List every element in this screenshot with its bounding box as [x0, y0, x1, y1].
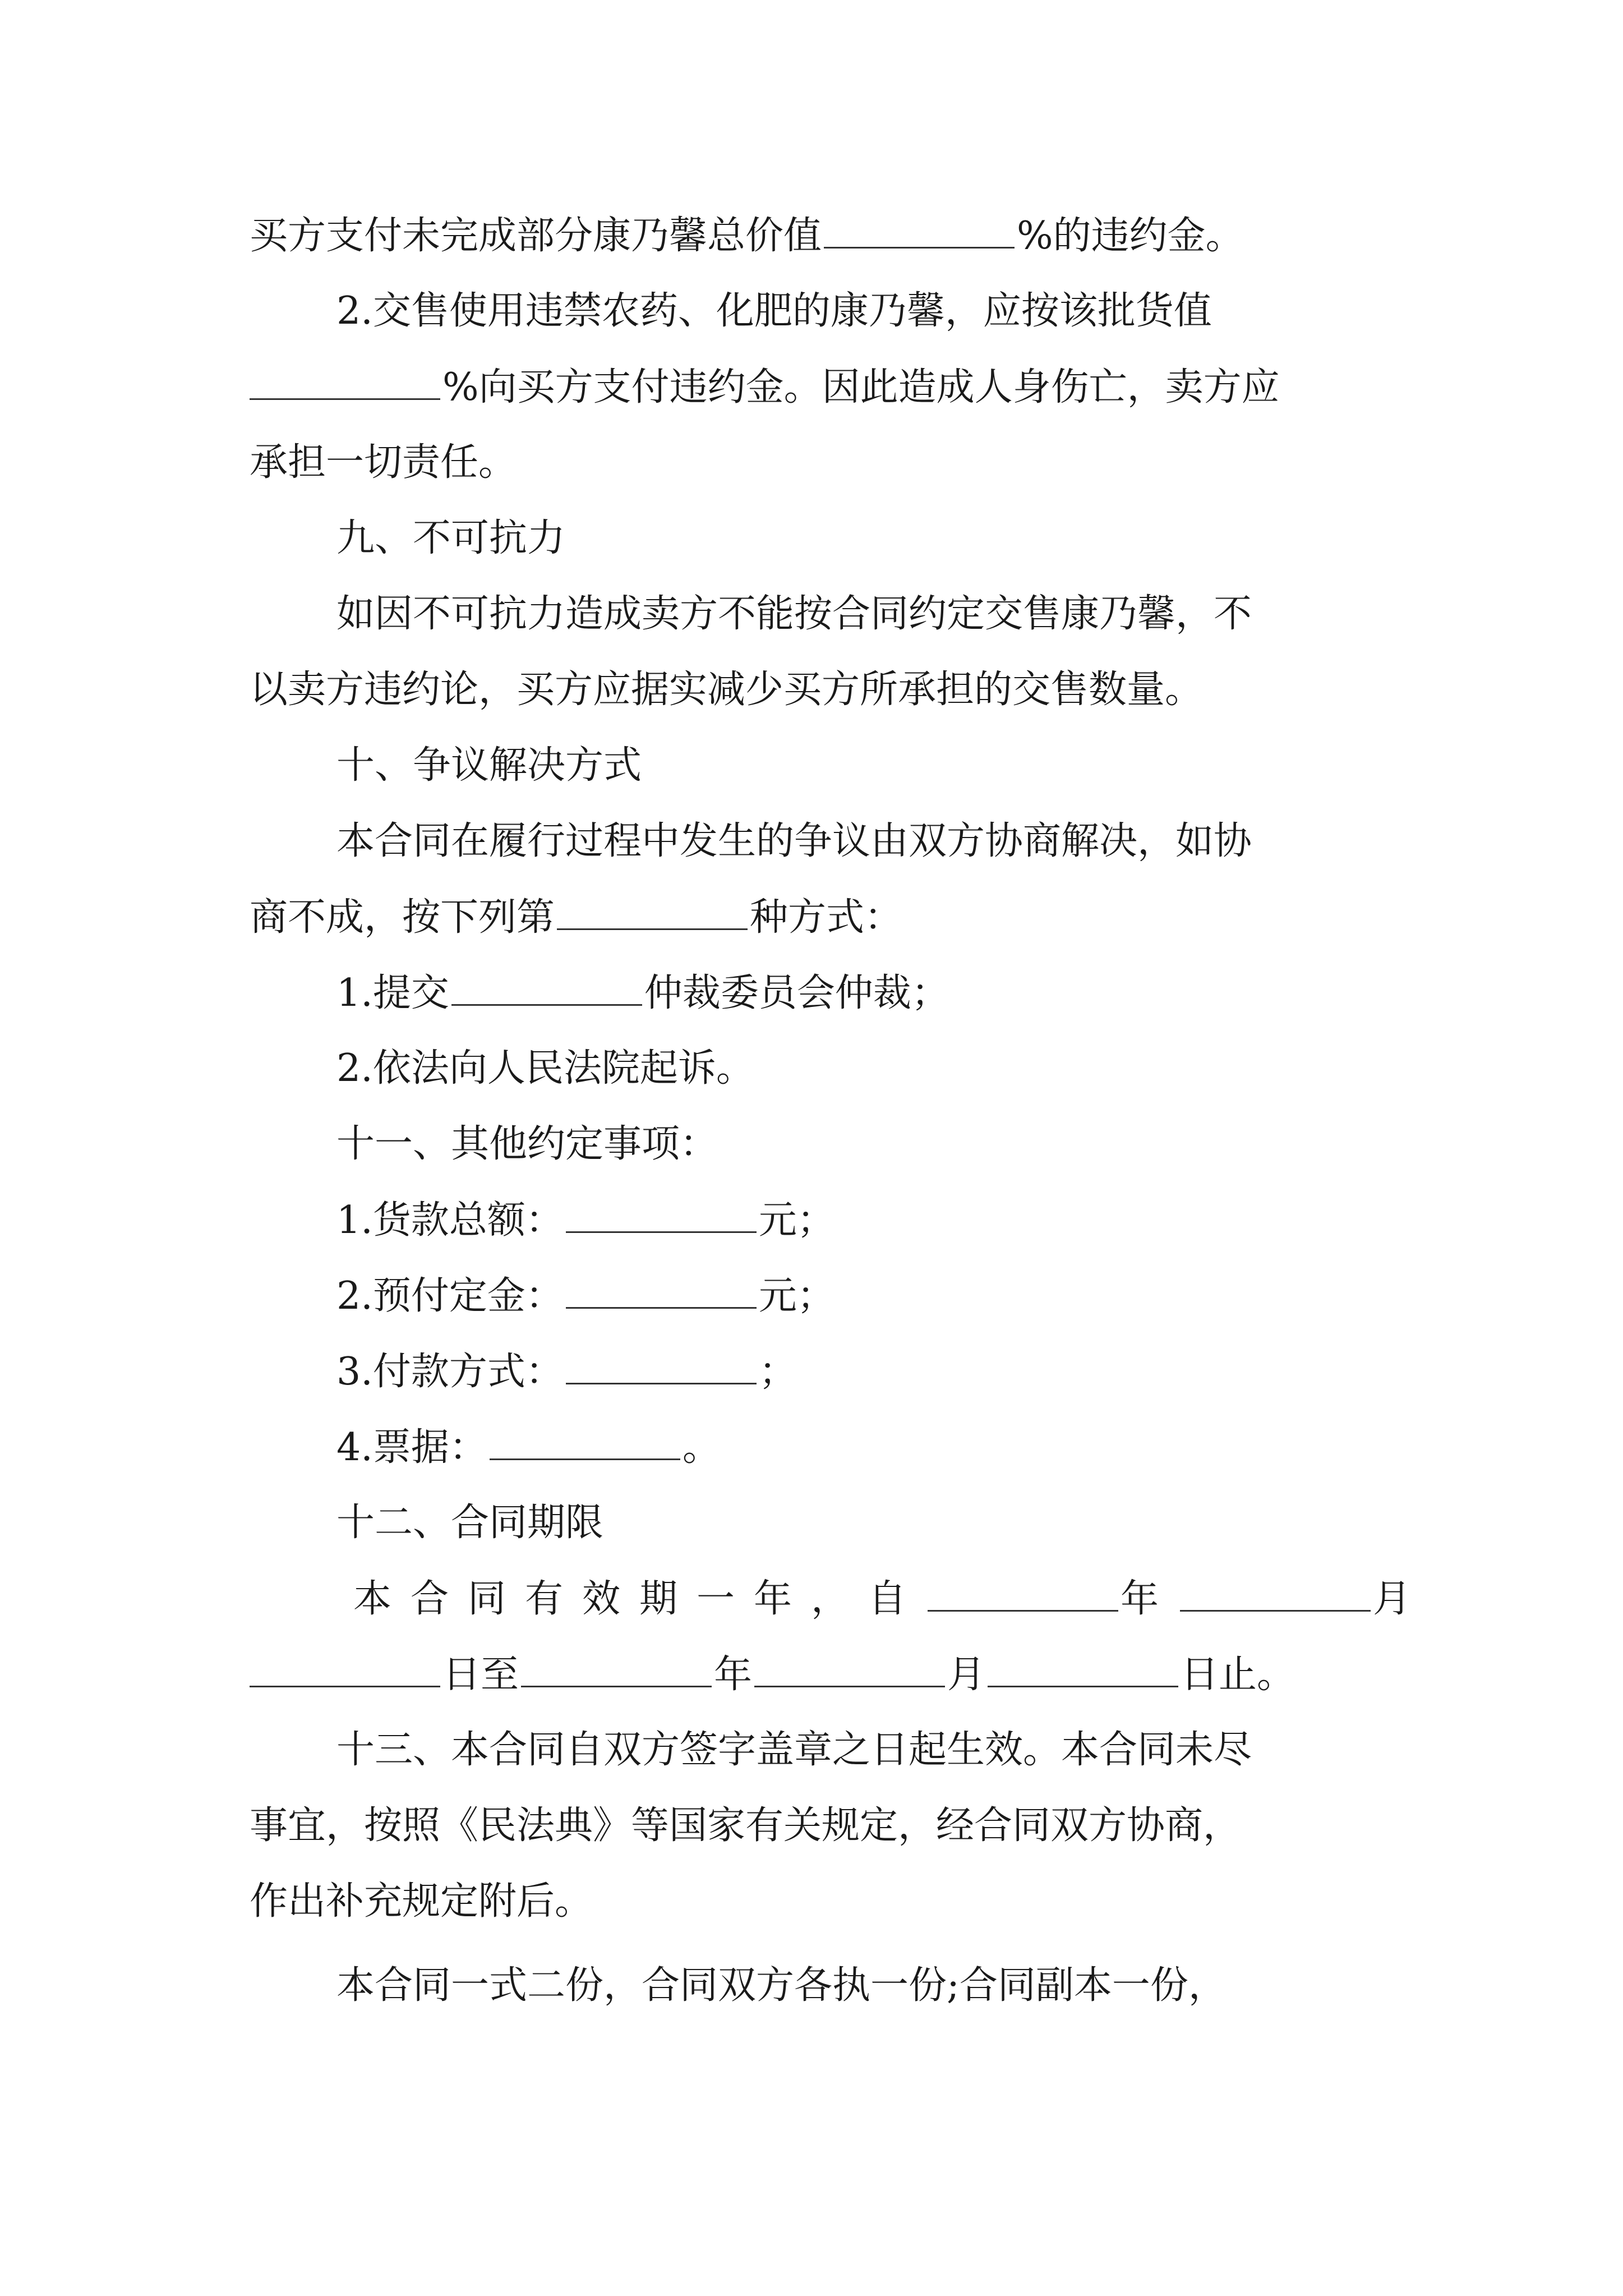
text-segment: 元；	[758, 1274, 835, 1318]
fill-in-blank[interactable]	[566, 1268, 757, 1309]
text-line	[0, 435, 1623, 491]
text-segment: 十、争议解决方式	[336, 743, 642, 788]
text-line	[0, 813, 1623, 869]
text-segment: 种方式：	[750, 895, 903, 940]
text-segment: 2.预付定金：	[336, 1274, 564, 1318]
text-segment: %向买方支付违约金。因此造成人身伤亡，卖方应	[442, 365, 1280, 409]
text-segment: 如因不可抗力造成卖方不能按合同约定交售康乃馨，不	[336, 592, 1252, 636]
text-line	[0, 1192, 1623, 1249]
text-segment: 月	[1373, 1577, 1412, 1621]
text-segment: 仲裁委员会仲裁；	[644, 971, 949, 1015]
text-segment: %的违约金。	[1017, 214, 1244, 258]
fill-in-blank[interactable]	[566, 1192, 757, 1233]
text-line	[0, 1571, 1623, 1627]
text-segment: 日至	[442, 1653, 519, 1697]
fill-in-blank[interactable]	[928, 1571, 1118, 1612]
text-segment: 1.提交	[336, 971, 449, 1015]
fill-in-blank[interactable]	[557, 889, 748, 930]
text-segment: 本合同在履行过程中发生的争议由双方协商解决，如协	[336, 819, 1252, 863]
text-segment: 十一、其他约定事项：	[336, 1122, 718, 1166]
text-segment: 承担一切责任。	[250, 440, 517, 485]
text-segment: 本合同一式二份，合同双方各执一份;合同副本一份，	[336, 1963, 1227, 2008]
text-segment: 事宜，按照《民法典》等国家有关规定，经合同双方协商，	[250, 1803, 1242, 1848]
text-line	[0, 359, 1623, 416]
text-segment: 年	[714, 1653, 753, 1697]
fill-in-blank[interactable]	[250, 359, 440, 400]
text-segment: 3.付款方式：	[336, 1350, 564, 1394]
text-segment: 商不成，按下列第	[250, 895, 555, 940]
section-heading	[0, 1722, 1623, 1778]
text-segment: 元；	[758, 1198, 835, 1243]
text-line	[0, 283, 1623, 339]
text-segment: 4.票据：	[336, 1425, 487, 1470]
text-line	[0, 1798, 1623, 1854]
section-heading	[0, 738, 1623, 794]
fill-in-blank[interactable]	[1180, 1571, 1371, 1612]
text-segment: 。	[682, 1425, 721, 1470]
text-line	[0, 1646, 1623, 1703]
section-heading	[0, 1495, 1623, 1551]
text-line	[0, 662, 1623, 718]
text-segment: 作出补充规定附后。	[250, 1879, 593, 1924]
text-line	[0, 208, 1623, 264]
text-line	[0, 1958, 1623, 2014]
fill-in-blank[interactable]	[824, 208, 1015, 249]
fill-in-blank[interactable]	[988, 1646, 1178, 1687]
text-segment: 日止。	[1181, 1653, 1295, 1697]
text-segment: 买方支付未完成部分康乃馨总价值	[250, 214, 822, 258]
text-line	[0, 1874, 1623, 1930]
text-line	[0, 1419, 1623, 1476]
text-segment: 2.交售使用违禁农药、化肥的康乃馨，应按该批货值	[336, 289, 1212, 333]
text-line	[0, 889, 1623, 946]
fill-in-blank[interactable]	[451, 965, 642, 1006]
text-segment: 月	[947, 1653, 986, 1697]
text-segment: 以卖方违约论，买方应据实减少买方所承担的交售数量。	[250, 668, 1204, 712]
text-segment: 本合同有效期一年，自	[353, 1577, 926, 1621]
fill-in-blank[interactable]	[566, 1343, 757, 1384]
section-heading	[0, 510, 1623, 567]
text-line	[0, 586, 1623, 642]
text-segment: ；	[758, 1350, 797, 1394]
fill-in-blank[interactable]	[250, 1646, 440, 1687]
text-segment: 2.依法向人民法院起诉。	[336, 1046, 754, 1091]
text-segment: 年	[1121, 1577, 1178, 1621]
text-segment: 十二、合同期限	[336, 1501, 604, 1545]
section-heading	[0, 1116, 1623, 1172]
text-segment: 1.货款总额：	[336, 1198, 564, 1243]
fill-in-blank[interactable]	[521, 1646, 712, 1687]
text-line	[0, 1041, 1623, 1097]
text-line	[0, 1343, 1623, 1400]
text-line	[0, 965, 1623, 1022]
text-segment: 十三、本合同自双方签字盖章之日起生效。本合同未尽	[336, 1728, 1252, 1772]
fill-in-blank[interactable]	[490, 1419, 680, 1460]
text-segment: 九、不可抗力	[336, 516, 566, 560]
text-line	[0, 1268, 1623, 1324]
fill-in-blank[interactable]	[754, 1646, 945, 1687]
